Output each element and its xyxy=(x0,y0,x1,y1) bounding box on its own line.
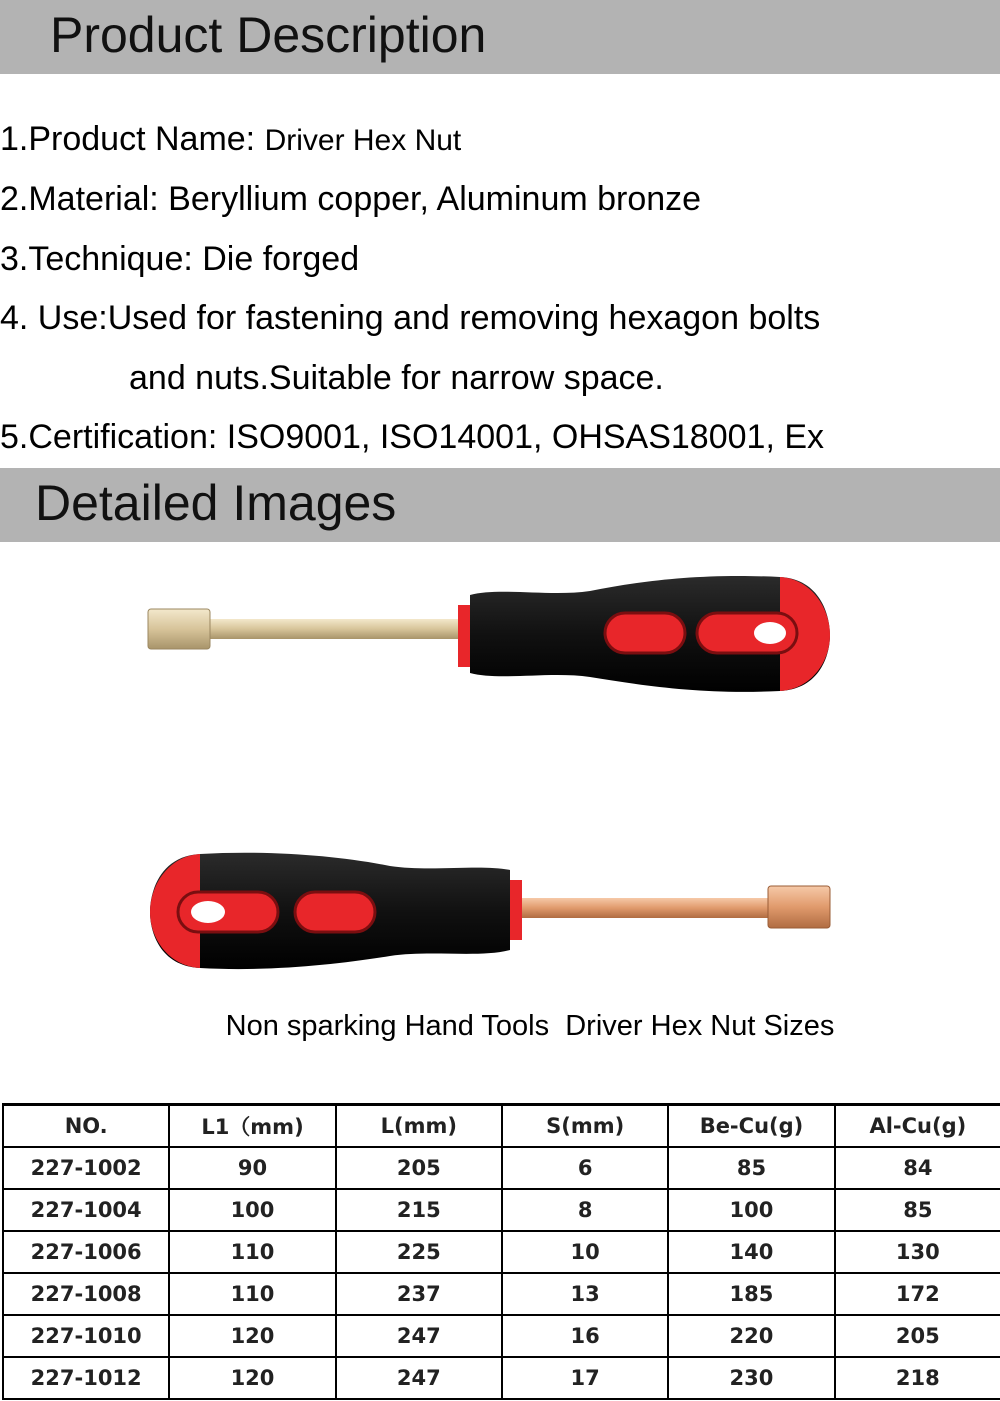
section-title: Product Description xyxy=(50,7,487,63)
certification-line: 5.Certification: ISO9001, ISO14001, OHSAS18001, Ex xyxy=(0,418,825,456)
use-line-1: 4. Use:Used for fastening and removing hexagon bolts xyxy=(0,299,821,337)
table-cell: 220 xyxy=(668,1315,834,1357)
table-cell: 10 xyxy=(502,1231,668,1273)
table-row xyxy=(3,1231,1000,1273)
table-cell: 13 xyxy=(502,1273,668,1315)
column-header: Be-Cu(g) xyxy=(668,1105,834,1148)
sizes-table xyxy=(2,1103,1000,1400)
product-name-label: 1.Product Name: xyxy=(0,120,265,158)
table-cell: 110 xyxy=(169,1273,335,1315)
table-cell: 120 xyxy=(169,1315,335,1357)
table-cell: 172 xyxy=(835,1273,1000,1315)
aluminum-bronze-hex-nut-driver-icon xyxy=(140,565,840,705)
table-cell: 247 xyxy=(336,1315,502,1357)
technique-line: 3.Technique: Die forged xyxy=(0,240,360,278)
sizes-caption: Non sparking Hand Tools Driver Hex Nut Sizes xyxy=(225,1010,835,1042)
table-cell: 85 xyxy=(835,1189,1000,1231)
table-cell: 185 xyxy=(668,1273,834,1315)
column-header: Al-Cu(g) xyxy=(835,1105,1000,1148)
table-row xyxy=(3,1189,1000,1231)
table-cell: 8 xyxy=(502,1189,668,1231)
table-cell: 120 xyxy=(169,1357,335,1399)
column-header: L1（mm) xyxy=(169,1105,335,1148)
column-header: S(mm) xyxy=(502,1105,668,1148)
table-cell: 100 xyxy=(668,1189,834,1231)
table-cell: 16 xyxy=(502,1315,668,1357)
table-header-row xyxy=(3,1105,1000,1148)
table-cell: 6 xyxy=(502,1147,668,1189)
table-cell: 237 xyxy=(336,1273,502,1315)
table-cell: 227-1012 xyxy=(3,1357,169,1399)
table-cell: 247 xyxy=(336,1357,502,1399)
product-name-line xyxy=(0,120,461,159)
table-cell: 227-1010 xyxy=(3,1315,169,1357)
section-header-detailed-images xyxy=(0,468,1000,542)
table-cell: 227-1006 xyxy=(3,1231,169,1273)
table-cell: 215 xyxy=(336,1189,502,1231)
table-cell: 17 xyxy=(502,1357,668,1399)
table-cell: 205 xyxy=(835,1315,1000,1357)
beryllium-copper-hex-nut-driver-icon xyxy=(140,842,840,982)
table-cell: 227-1002 xyxy=(3,1147,169,1189)
table-row xyxy=(3,1147,1000,1189)
table-cell: 140 xyxy=(668,1231,834,1273)
table-row xyxy=(3,1273,1000,1315)
column-header: NO. xyxy=(3,1105,169,1148)
table-cell: 227-1004 xyxy=(3,1189,169,1231)
table-cell: 225 xyxy=(336,1231,502,1273)
product-name-value: Driver Hex Nut xyxy=(264,124,462,157)
table-row xyxy=(3,1357,1000,1399)
table-cell: 230 xyxy=(668,1357,834,1399)
table-cell: 84 xyxy=(835,1147,1000,1189)
table-cell: 218 xyxy=(835,1357,1000,1399)
table-cell: 100 xyxy=(169,1189,335,1231)
table-cell: 205 xyxy=(336,1147,502,1189)
material-line: 2.Material: Beryllium copper, Aluminum bronze xyxy=(0,180,702,218)
table-cell: 85 xyxy=(668,1147,834,1189)
column-header: L(mm) xyxy=(336,1105,502,1148)
table-cell: 110 xyxy=(169,1231,335,1273)
use-line-2: and nuts.Suitable for narrow space. xyxy=(129,359,664,397)
table-cell: 227-1008 xyxy=(3,1273,169,1315)
table-cell: 130 xyxy=(835,1231,1000,1273)
section-header-product-description xyxy=(0,0,1000,74)
table-row xyxy=(3,1315,1000,1357)
section-title: Detailed Images xyxy=(35,475,397,531)
table-cell: 90 xyxy=(169,1147,335,1189)
